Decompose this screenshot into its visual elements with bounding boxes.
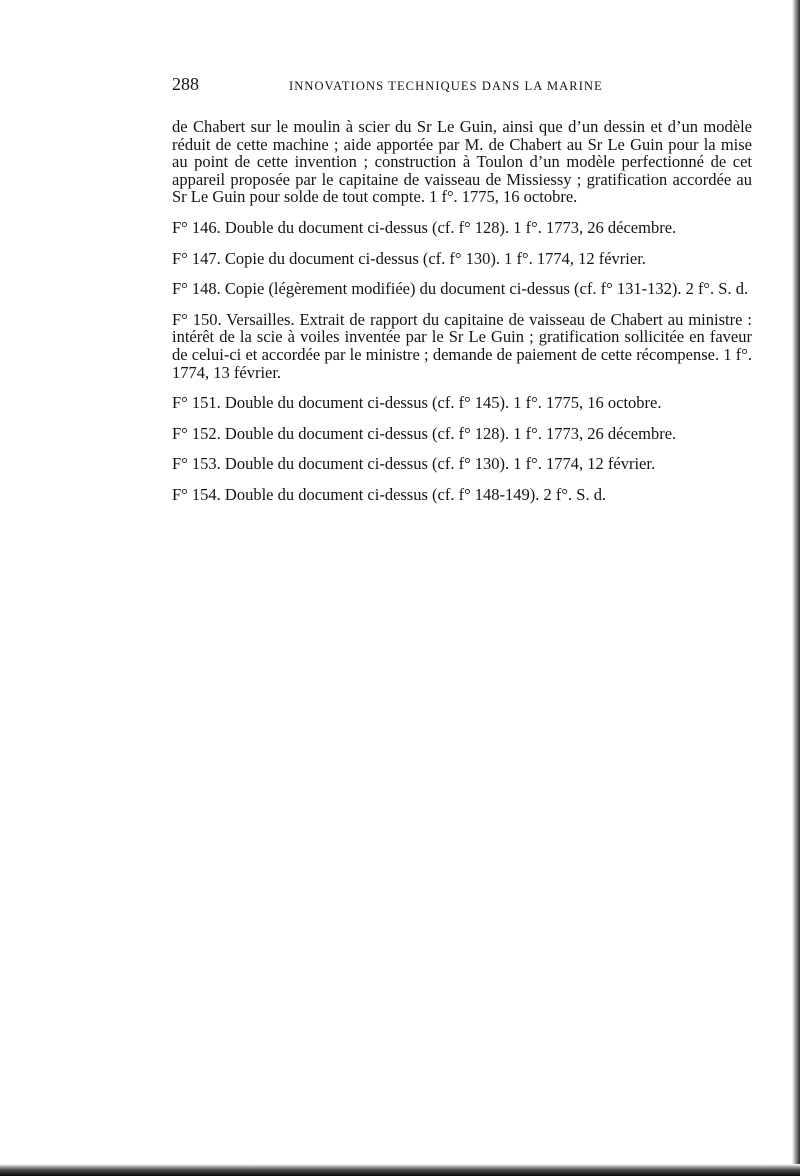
- entry-f150: F° 150. Versailles. Extrait de rapport du capitaine de vaisseau de Chabert au ministre : intérêt de la scie à voiles inventée par le Sr Le Guin ; gratification sollicitée en faveur de celui-ci et accordée par le ministre ; demande de paiement de cette récompense. 1 f°. 1774, 13 février.: [172, 309, 752, 382]
- entry-f147: F° 147. Copie du document ci-dessus (cf. f° 130). 1 f°. 1774, 12 février.: [172, 248, 646, 268]
- entry-f154: F° 154. Double du document ci-dessus (cf. f° 148-149). 2 f°. S. d.: [172, 484, 607, 504]
- entry-f148: F° 148. Copie (légèrement modifiée) du document ci-dessus (cf. f° 131-132). 2 f°. S. d.: [172, 279, 749, 299]
- page-header: [172, 74, 752, 98]
- entry-f153: F° 153. Double du document ci-dessus (cf. f° 130). 1 f°. 1774, 12 février.: [172, 454, 656, 474]
- scan-edge-right: [792, 0, 800, 1176]
- entry-continuation: de Chabert sur le moulin à scier du Sr Le Guin, ainsi que d’un dessin et d’un modèle réduit de cette machine ; aide apportée par M. de Chabert au Sr Le Guin pour la mise au point de cette invention ; construction à Toulon d’un modèle perfectionné de cet appareil proposée par le capitaine de vaisseau de Missiessy ; gratification accordée au Sr Le Guin pour solde de tout compte. 1 f°. 1775, 16 octobre.: [172, 117, 752, 207]
- entry-f151: F° 151. Double du document ci-dessus (cf. f° 145). 1 f°. 1775, 16 octobre.: [172, 393, 662, 413]
- entry-f146: F° 146. Double du document ci-dessus (cf. f° 128). 1 f°. 1773, 26 décembre.: [172, 217, 677, 237]
- running-title: INNOVATIONS TECHNIQUES DANS LA MARINE: [289, 79, 603, 93]
- catalog-entries: [172, 118, 752, 517]
- scan-edge-bottom: [0, 1164, 800, 1176]
- page-number: 288: [172, 74, 199, 94]
- entry-f152: F° 152. Double du document ci-dessus (cf. f° 128). 1 f°. 1773, 26 décembre.: [172, 423, 677, 443]
